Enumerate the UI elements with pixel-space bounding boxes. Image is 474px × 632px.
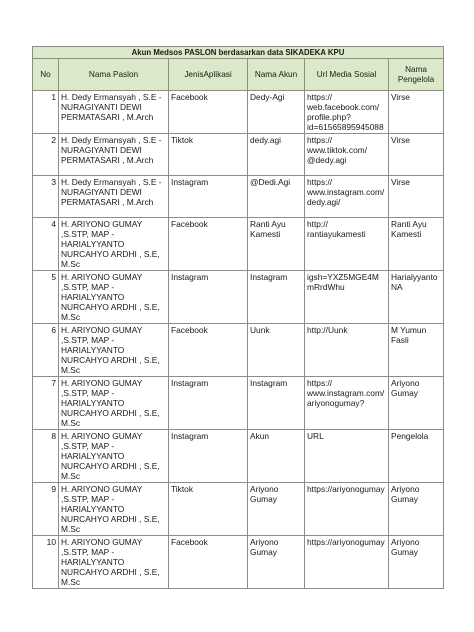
table-row [33,134,444,176]
row-url-media-sosial: https://ariyonogumay [305,483,389,536]
row-url-media-sosial: https://ariyonogumay [305,536,389,589]
row-nama-pengelola: Ariyono Gumay [389,536,444,589]
row-nama-paslon: H. ARIYONO GUMAY ,S.STP, MAP - HARIALYYANTO NURCAHYO ARDHI , S.E, M.Sc [59,324,169,377]
table-row [33,483,444,536]
row-nama-pengelola: Ariyono Gumay [389,377,444,430]
row-nama-akun: Ariyono Gumay [248,483,305,536]
row-nama-paslon: H. ARIYONO GUMAY ,S.STP, MAP - HARIALYYANTO NURCAHYO ARDHI , S.E, M.Sc [59,218,169,271]
row-nama-paslon: H. Dedy Ermansyah , S.E - NURAGIYANTI DEWI PERMATASARI , M.Arch [59,91,169,134]
row-url-media-sosial: igsh=YXZ5MGE4M mRrdWhu [305,271,389,324]
row-nama-pengelola: Ranti Ayu Kamesti [389,218,444,271]
row-jenis-aplikasi: Instagram [169,271,248,324]
row-nama-akun: Dedy-Agi [248,91,305,134]
row-url-media-sosial: http://Uunk [305,324,389,377]
row-no: 2 [33,134,59,176]
row-nama-akun: dedy.agi [248,134,305,176]
row-nama-paslon: H. ARIYONO GUMAY ,S.STP, MAP - HARIALYYANTO NURCAHYO ARDHI , S.E, M.Sc [59,536,169,589]
row-nama-akun: Akun [248,430,305,483]
row-nama-pengelola: M Yumun Fasli [389,324,444,377]
row-nama-paslon: H. ARIYONO GUMAY ,S.STP, MAP - HARIALYYANTO NURCAHYO ARDHI , S.E, M.Sc [59,430,169,483]
row-nama-pengelola: Pengelola [389,430,444,483]
row-jenis-aplikasi: Tiktok [169,483,248,536]
row-nama-akun: Instagram [248,377,305,430]
table-row [33,91,444,134]
paslon-social-media-table [32,46,444,589]
row-url-media-sosial: https:// www.tiktok.com/ @dedy.agi [305,134,389,176]
header-nama-paslon: Nama Paslon [59,59,169,91]
table-header-row [33,59,444,91]
row-url-media-sosial: http:// rantiayukamesti [305,218,389,271]
row-nama-akun: Uunk [248,324,305,377]
table-row [33,430,444,483]
table-title-row [33,47,444,59]
header-no: No [33,59,59,91]
header-jenis-aplikasi: JenisAplikasi [169,59,248,91]
row-url-media-sosial: https:// www.instagram.com/ ariyonogumay? [305,377,389,430]
row-no: 9 [33,483,59,536]
row-nama-paslon: H. Dedy Ermansyah , S.E - NURAGIYANTI DEWI PERMATASARI , M.Arch [59,134,169,176]
table-row [33,536,444,589]
row-no: 7 [33,377,59,430]
row-jenis-aplikasi: Facebook [169,218,248,271]
header-url-media-sosial: Url Media Sosial [305,59,389,91]
row-no: 4 [33,218,59,271]
row-no: 5 [33,271,59,324]
row-nama-pengelola: Virse [389,134,444,176]
row-nama-pengelola: Ariyono Gumay [389,483,444,536]
row-nama-paslon: H. Dedy Ermansyah , S.E - NURAGIYANTI DEWI PERMATASARI , M.Arch [59,176,169,218]
row-url-media-sosial: https:// web.facebook.com/ profile.php? id=61565895945088 [305,91,389,134]
row-no: 3 [33,176,59,218]
row-nama-paslon: H. ARIYONO GUMAY ,S.STP, MAP - HARIALYYANTO NURCAHYO ARDHI , S.E, M.Sc [59,377,169,430]
table-body [33,47,444,589]
row-jenis-aplikasi: Instagram [169,377,248,430]
row-no: 6 [33,324,59,377]
row-jenis-aplikasi: Tiktok [169,134,248,176]
row-nama-paslon: H. ARIYONO GUMAY ,S.STP, MAP - HARIALYYANTO NURCAHYO ARDHI , S.E, M.Sc [59,271,169,324]
row-no: 8 [33,430,59,483]
row-nama-pengelola: Virse [389,176,444,218]
row-nama-akun: Ranti Ayu Kamesti [248,218,305,271]
row-nama-akun: Ariyono Gumay [248,536,305,589]
table-row [33,176,444,218]
table-title: Akun Medsos PASLON berdasarkan data SIKADEKA KPU [33,47,444,59]
row-url-media-sosial: URL [305,430,389,483]
row-url-media-sosial: https:// www.instagram.com/ dedy.agi/ [305,176,389,218]
table-row [33,218,444,271]
row-nama-akun: @Dedi.Agi [248,176,305,218]
row-nama-pengelola: Harialyyanto NA [389,271,444,324]
row-nama-akun: Instagram [248,271,305,324]
header-nama-pengelola: Nama Pengelola [389,59,444,91]
row-jenis-aplikasi: Facebook [169,91,248,134]
row-no: 10 [33,536,59,589]
table-row [33,377,444,430]
row-jenis-aplikasi: Facebook [169,324,248,377]
row-jenis-aplikasi: Instagram [169,430,248,483]
row-jenis-aplikasi: Facebook [169,536,248,589]
row-nama-pengelola: Virse [389,91,444,134]
header-nama-akun: Nama Akun [248,59,305,91]
table-row [33,324,444,377]
row-jenis-aplikasi: Instagram [169,176,248,218]
row-no: 1 [33,91,59,134]
table-row [33,271,444,324]
row-nama-paslon: H. ARIYONO GUMAY ,S.STP, MAP - HARIALYYANTO NURCAHYO ARDHI , S.E, M.Sc [59,483,169,536]
